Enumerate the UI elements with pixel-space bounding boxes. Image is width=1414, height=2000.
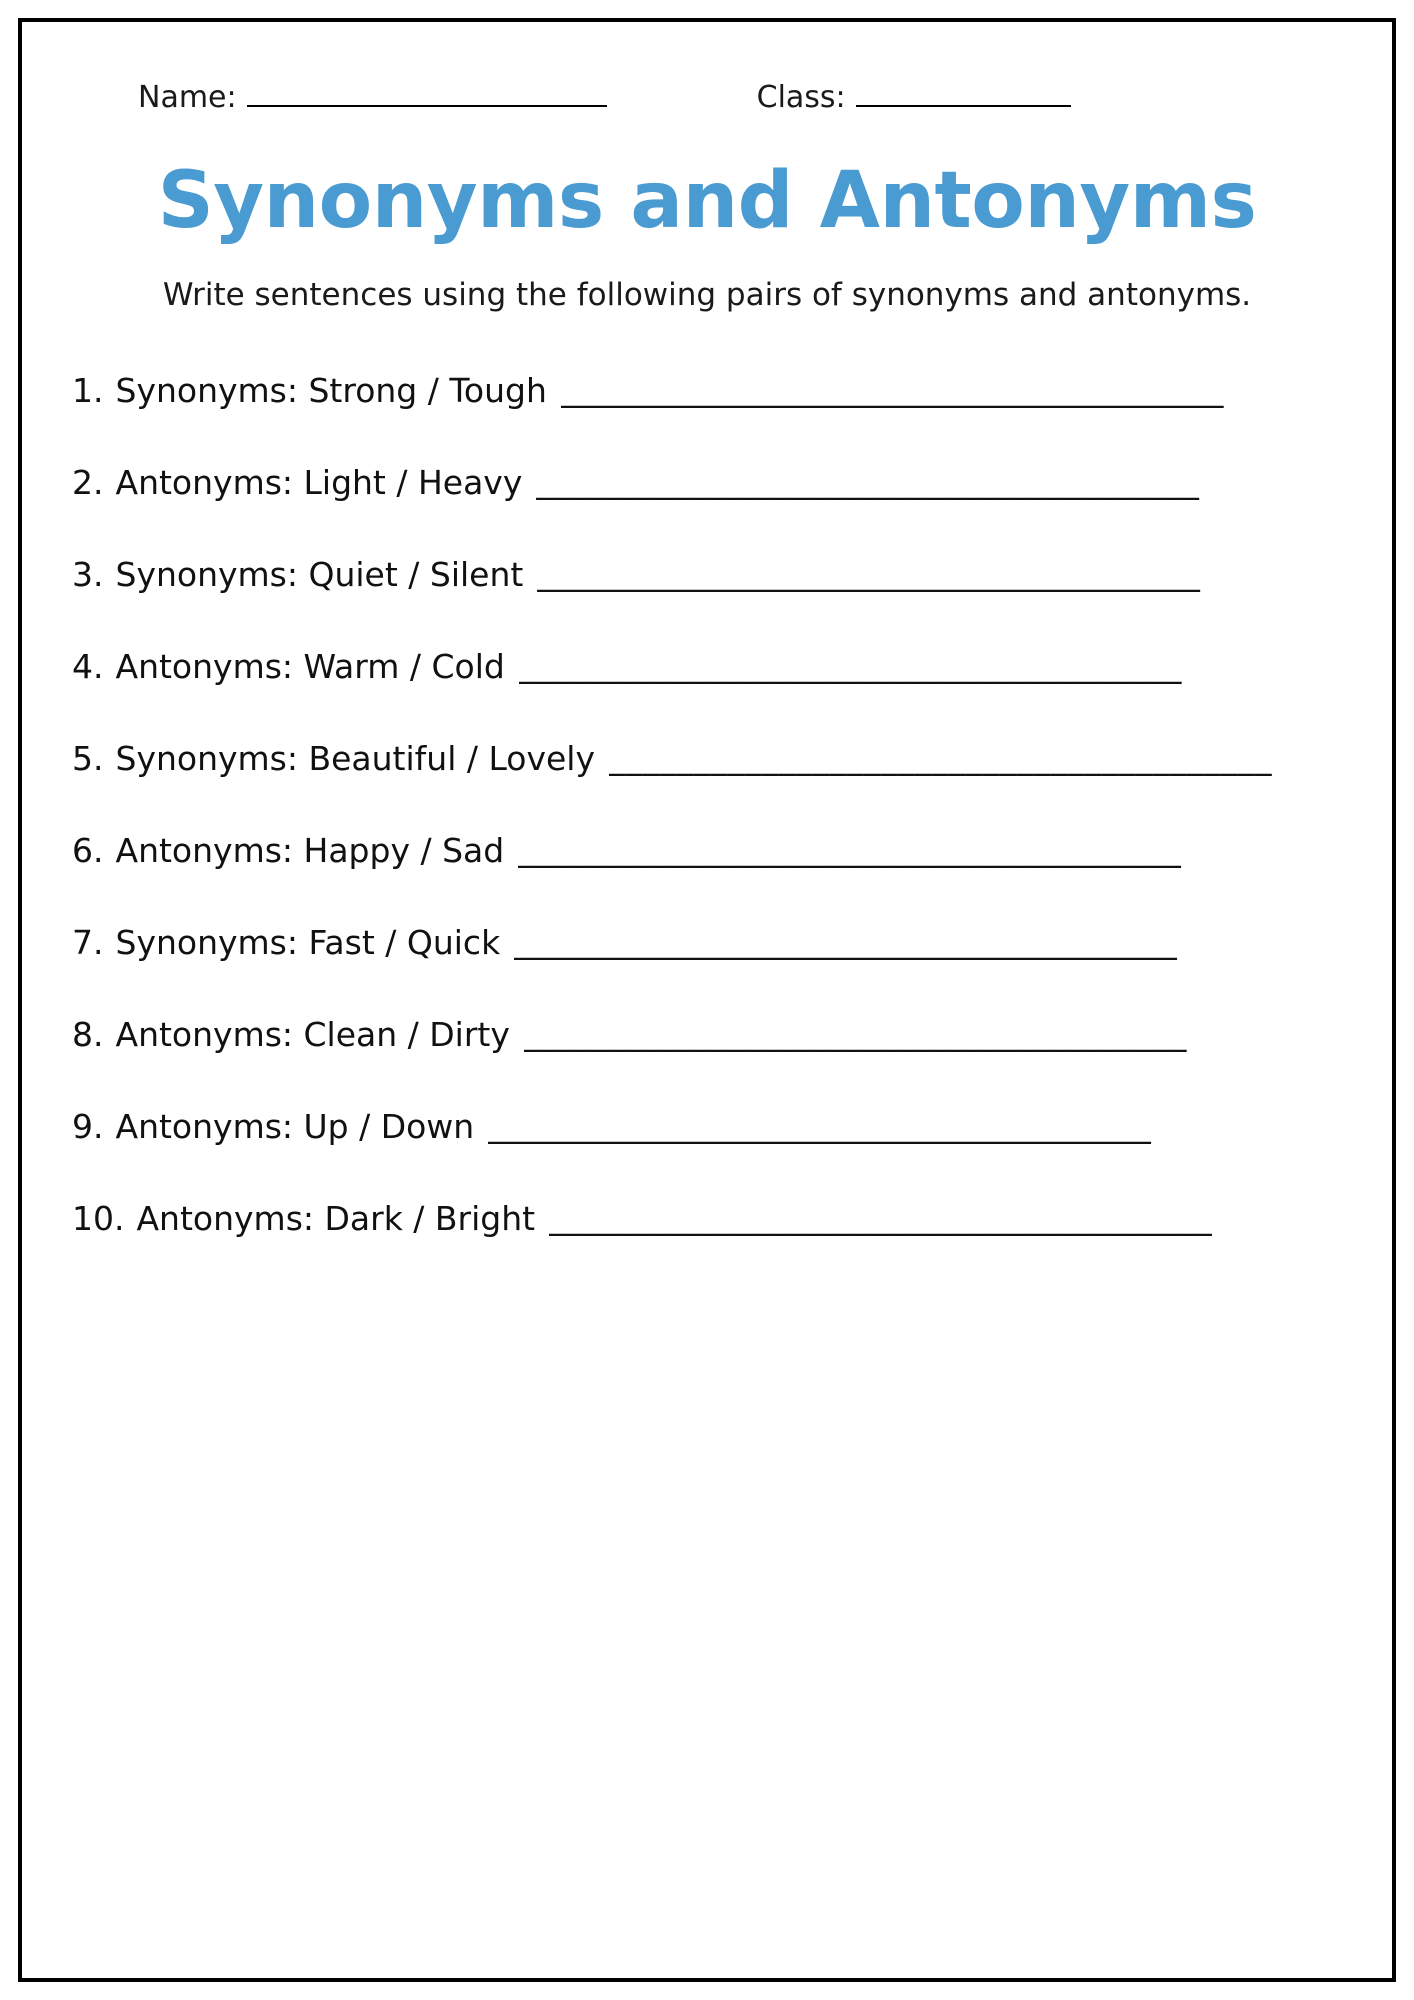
question-number: 9. (72, 1106, 104, 1146)
answer-write-line[interactable]: _______________________________________ (560, 370, 1224, 408)
question-number: 10. (72, 1198, 125, 1238)
answer-write-line[interactable]: _______________________________________ (608, 738, 1272, 776)
list-item (72, 1015, 1346, 1054)
name-field[interactable] (138, 80, 607, 115)
list-item (72, 555, 1346, 594)
question-list (68, 371, 1346, 1238)
list-item (72, 831, 1346, 870)
list-item (72, 647, 1346, 686)
question-number: 6. (72, 830, 104, 870)
name-write-line[interactable] (247, 104, 607, 107)
question-text: Synonyms: Fast / Quick (115, 922, 501, 962)
question-text: Antonyms: Light / Heavy (115, 462, 523, 502)
instructions-text: Write sentences using the following pairs of synonyms and antonyms. (162, 276, 1252, 313)
answer-write-line[interactable]: _______________________________________ (536, 462, 1200, 500)
question-text: Antonyms: Up / Down (115, 1106, 475, 1146)
question-number: 4. (72, 646, 104, 686)
name-label: Name: (138, 80, 237, 115)
question-text: Synonyms: Quiet / Silent (115, 554, 524, 594)
question-text: Synonyms: Beautiful / Lovely (115, 738, 595, 778)
question-number: 5. (72, 738, 104, 778)
question-text: Antonyms: Happy / Sad (115, 830, 505, 870)
answer-write-line[interactable]: _______________________________________ (518, 646, 1182, 684)
list-item (72, 739, 1346, 778)
question-number: 3. (72, 554, 104, 594)
list-item (72, 463, 1346, 502)
answer-write-line[interactable]: _______________________________________ (523, 1014, 1187, 1052)
question-number: 8. (72, 1014, 104, 1054)
answer-write-line[interactable]: _______________________________________ (537, 554, 1201, 592)
list-item (72, 923, 1346, 962)
question-number: 7. (72, 922, 104, 962)
list-item (72, 371, 1346, 410)
answer-write-line[interactable]: _______________________________________ (549, 1198, 1213, 1236)
list-item (72, 1107, 1346, 1146)
answer-write-line[interactable]: _______________________________________ (518, 830, 1182, 868)
class-label: Class: (756, 80, 846, 115)
class-field[interactable] (757, 80, 1071, 115)
question-text: Antonyms: Clean / Dirty (115, 1014, 510, 1054)
page-title: Synonyms and Antonyms (157, 156, 1257, 246)
student-info-row (68, 80, 1346, 115)
answer-write-line[interactable]: _______________________________________ (514, 922, 1178, 960)
question-number: 1. (72, 370, 104, 410)
question-text: Antonyms: Dark / Bright (136, 1198, 536, 1238)
question-text: Synonyms: Strong / Tough (115, 370, 547, 410)
question-text: Antonyms: Warm / Cold (115, 646, 505, 686)
worksheet-border-frame (18, 18, 1396, 1982)
question-number: 2. (72, 462, 104, 502)
list-item (72, 1199, 1346, 1238)
answer-write-line[interactable]: _______________________________________ (488, 1106, 1152, 1144)
class-write-line[interactable] (856, 104, 1071, 107)
